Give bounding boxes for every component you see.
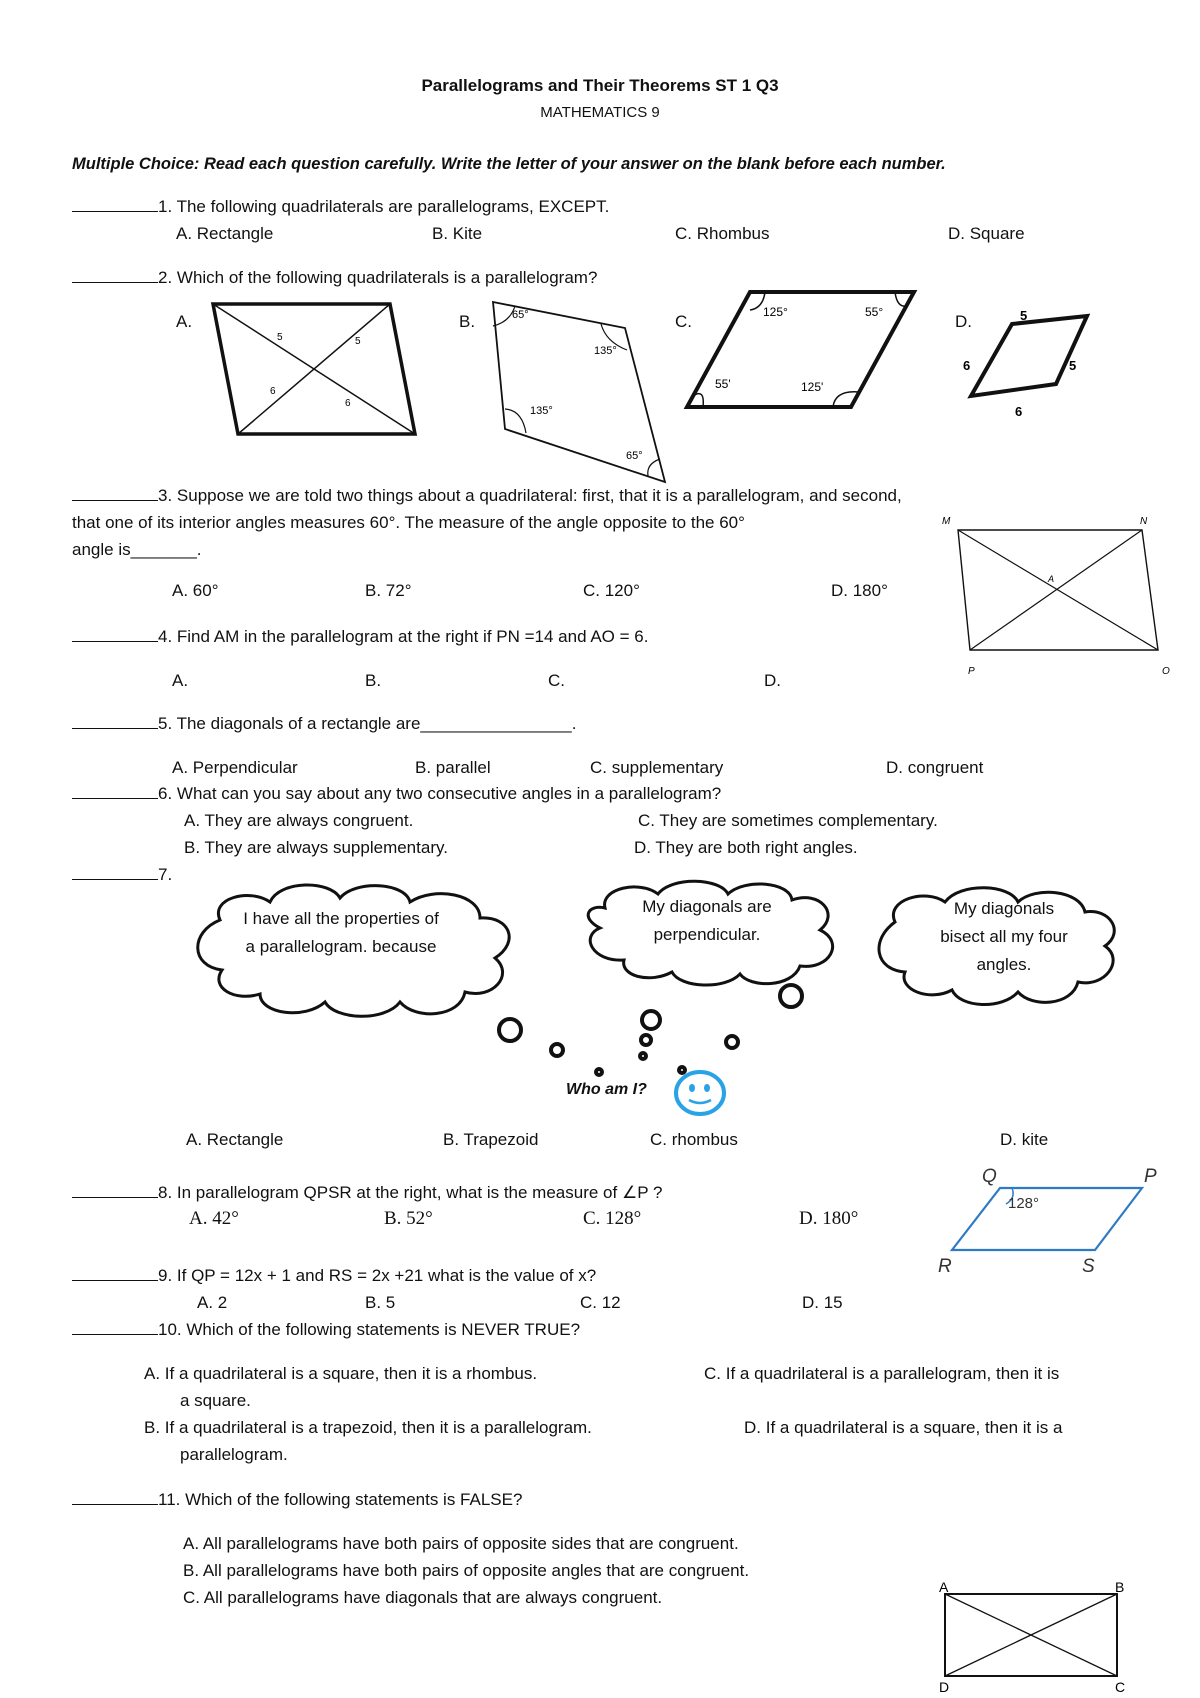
q8-choice-a: A. 42° (189, 1208, 239, 1229)
q8-choice-c: C. 128° (583, 1208, 642, 1229)
answer-blank-11[interactable] (72, 1490, 158, 1505)
answer-blank-9[interactable] (72, 1266, 158, 1281)
q2-choice-c: C. (675, 312, 692, 331)
q8-choice-d: D. 180° (799, 1208, 859, 1229)
q2-figure-a (205, 296, 425, 436)
question-1: 1. The following quadrilaterals are parallelograms, EXCEPT. (72, 197, 609, 217)
question-3-line3: angle is_______. (72, 540, 202, 559)
q3-choice-d: D. 180° (831, 581, 888, 600)
question-4: 4. Find AM in the parallelogram at the right if PN =14 and AO = 6. (72, 627, 648, 647)
question-9: 9. If QP = 12x + 1 and RS = 2x +21 what is the value of x? (72, 1266, 596, 1286)
answer-blank-8[interactable] (72, 1183, 158, 1198)
q10-choice-a-cont: a square. (180, 1391, 251, 1410)
svg-text:5: 5 (1069, 358, 1077, 373)
q4-choice-b: B. (365, 671, 382, 690)
svg-text:6: 6 (963, 358, 971, 373)
svg-text:B: B (1115, 1579, 1125, 1595)
q2-figure-b (488, 296, 678, 486)
question-10: 10. Which of the following statements is NEVER TRUE? (72, 1320, 580, 1340)
svg-text:6: 6 (1015, 404, 1023, 419)
q10-choice-d: D. If a quadrilateral is a square, then it is a (744, 1418, 1063, 1437)
q6-choice-d: D. They are both right angles. (634, 838, 858, 857)
svg-text:135°: 135° (594, 345, 617, 357)
question-3: 3. Suppose we are told two things about a quadrilateral: first, that it is a parallelogram, and second, (72, 486, 902, 506)
svg-text:55°: 55° (865, 305, 884, 319)
question-11: 11. Which of the following statements is FALSE? (72, 1490, 522, 1510)
question-5: 5. The diagonals of a rectangle are________________. (72, 714, 576, 734)
page-title: Parallelograms and Their Theorems ST 1 Q3 (421, 76, 779, 95)
q5-choice-c: C. supplementary (590, 758, 724, 777)
q4-choice-a: A. (172, 671, 189, 690)
q4-choice-d: D. (764, 671, 781, 690)
answer-blank-7[interactable] (72, 865, 158, 880)
q4-choice-c: C. (548, 671, 565, 690)
instructions: Multiple Choice: Read each question carefully. Write the letter of your answer on the blank before each number. (72, 155, 946, 173)
q9-choice-c: C. 12 (580, 1293, 621, 1312)
q2-figure-d (955, 308, 1095, 418)
cloud-3-text: My diagonals bisect all my four angles. (940, 899, 1068, 974)
q4-figure (940, 510, 1180, 675)
svg-text:5: 5 (1020, 308, 1028, 323)
svg-text:Q: Q (982, 1166, 997, 1187)
q10-choice-b: B. If a quadrilateral is a trapezoid, then it is a parallelogram. (144, 1418, 592, 1437)
svg-text:A: A (1048, 574, 1055, 584)
svg-text:A: A (939, 1579, 949, 1595)
q5-choice-b: B. parallel (415, 758, 491, 777)
q3-choice-c: C. 120° (583, 581, 640, 600)
svg-text:P: P (1144, 1166, 1157, 1187)
q3-choice-a: A. 60° (172, 581, 219, 600)
q1-choice-b: B. Kite (432, 224, 483, 243)
svg-text:125': 125' (801, 380, 824, 394)
q6-choice-a: A. They are always congruent. (184, 811, 414, 830)
q9-choice-b: B. 5 (365, 1293, 396, 1312)
question-2: 2. Which of the following quadrilaterals is a parallelogram? (72, 268, 597, 288)
answer-blank-2[interactable] (72, 268, 158, 283)
q10-choice-d-cont: parallelogram. (180, 1445, 288, 1464)
q6-choice-c: C. They are sometimes complementary. (638, 811, 938, 830)
q10-choice-c: C. If a quadrilateral is a parallelogram, then it is (704, 1364, 1060, 1383)
answer-blank-5[interactable] (72, 714, 158, 729)
answer-blank-3[interactable] (72, 486, 158, 501)
q9-choice-d: D. 15 (802, 1293, 843, 1312)
svg-text:128°: 128° (1008, 1195, 1040, 1212)
thought-bubbles (499, 985, 802, 1075)
q5-choice-a: A. Perpendicular (172, 758, 298, 777)
answer-blank-1[interactable] (72, 197, 158, 212)
q6-choice-b: B. They are always supplementary. (184, 838, 448, 857)
svg-text:P: P (968, 666, 975, 677)
q2-choice-d: D. (955, 312, 972, 331)
q11-choice-c: C. All parallelograms have diagonals that are always congruent. (183, 1588, 663, 1607)
q2-choice-a: A. (176, 312, 193, 331)
q10-choice-a: A. If a quadrilateral is a square, then it is a rhombus. (144, 1364, 538, 1383)
svg-text:O: O (1162, 666, 1170, 677)
who-am-i-label: Who am I? (566, 1081, 647, 1098)
svg-text:65°: 65° (512, 309, 529, 321)
q11-choice-a: A. All parallelograms have both pairs of opposite sides that are congruent. (183, 1534, 739, 1553)
svg-text:R: R (938, 1256, 952, 1277)
answer-blank-4[interactable] (72, 627, 158, 642)
svg-text:6: 6 (270, 386, 276, 397)
q8-figure (930, 1162, 1170, 1282)
svg-text:55': 55' (715, 377, 731, 391)
q1-choice-c: C. Rhombus (675, 224, 770, 243)
q2-choice-b: B. (459, 312, 476, 331)
q1-choice-d: D. Square (948, 224, 1025, 243)
cloud-1-text: I have all the properties of a parallelogram. because (243, 909, 439, 956)
subject-label: MATHEMATICS 9 (540, 104, 660, 121)
q5-choice-d: D. congruent (886, 758, 984, 777)
q7-choice-d: D. kite (1000, 1130, 1049, 1149)
question-6: 6. What can you say about any two consecutive angles in a parallelogram? (72, 784, 721, 804)
svg-text:N: N (1140, 516, 1148, 527)
q7-choice-b: B. Trapezoid (443, 1130, 539, 1149)
q7-choice-c: C. rhombus (650, 1130, 738, 1149)
svg-text:D: D (939, 1679, 950, 1695)
svg-text:M: M (942, 516, 951, 527)
q8-choice-b: B. 52° (384, 1208, 433, 1229)
svg-text:C: C (1115, 1679, 1126, 1695)
svg-text:5: 5 (355, 336, 361, 347)
svg-text:135°: 135° (530, 405, 553, 417)
question-8: 8. In parallelogram QPSR at the right, what is the measure of ∠P ? (72, 1183, 662, 1203)
question-3-line2: that one of its interior angles measures 60°. The measure of the angle opposite to the 60° (72, 513, 745, 532)
q2-figure-c (683, 288, 923, 412)
q7-choice-a: A. Rectangle (186, 1130, 284, 1149)
q1-choice-a: A. Rectangle (176, 224, 274, 243)
q3-choice-b: B. 72° (365, 581, 412, 600)
svg-text:S: S (1082, 1256, 1095, 1277)
cloud-2-text: My diagonals are perpendicular. (642, 897, 772, 944)
svg-text:65°: 65° (626, 450, 643, 462)
q11-choice-b: B. All parallelograms have both pairs of opposite angles that are congruent. (183, 1561, 750, 1580)
answer-blank-10[interactable] (72, 1320, 158, 1335)
svg-text:5: 5 (277, 332, 283, 343)
smiley-face-icon (672, 1068, 728, 1118)
svg-text:6: 6 (345, 398, 351, 409)
q11-figure (935, 1579, 1135, 1695)
q9-choice-a: A. 2 (197, 1293, 228, 1312)
answer-blank-6[interactable] (72, 784, 158, 799)
question-7: 7. (72, 865, 172, 885)
svg-text:125°: 125° (763, 305, 788, 319)
